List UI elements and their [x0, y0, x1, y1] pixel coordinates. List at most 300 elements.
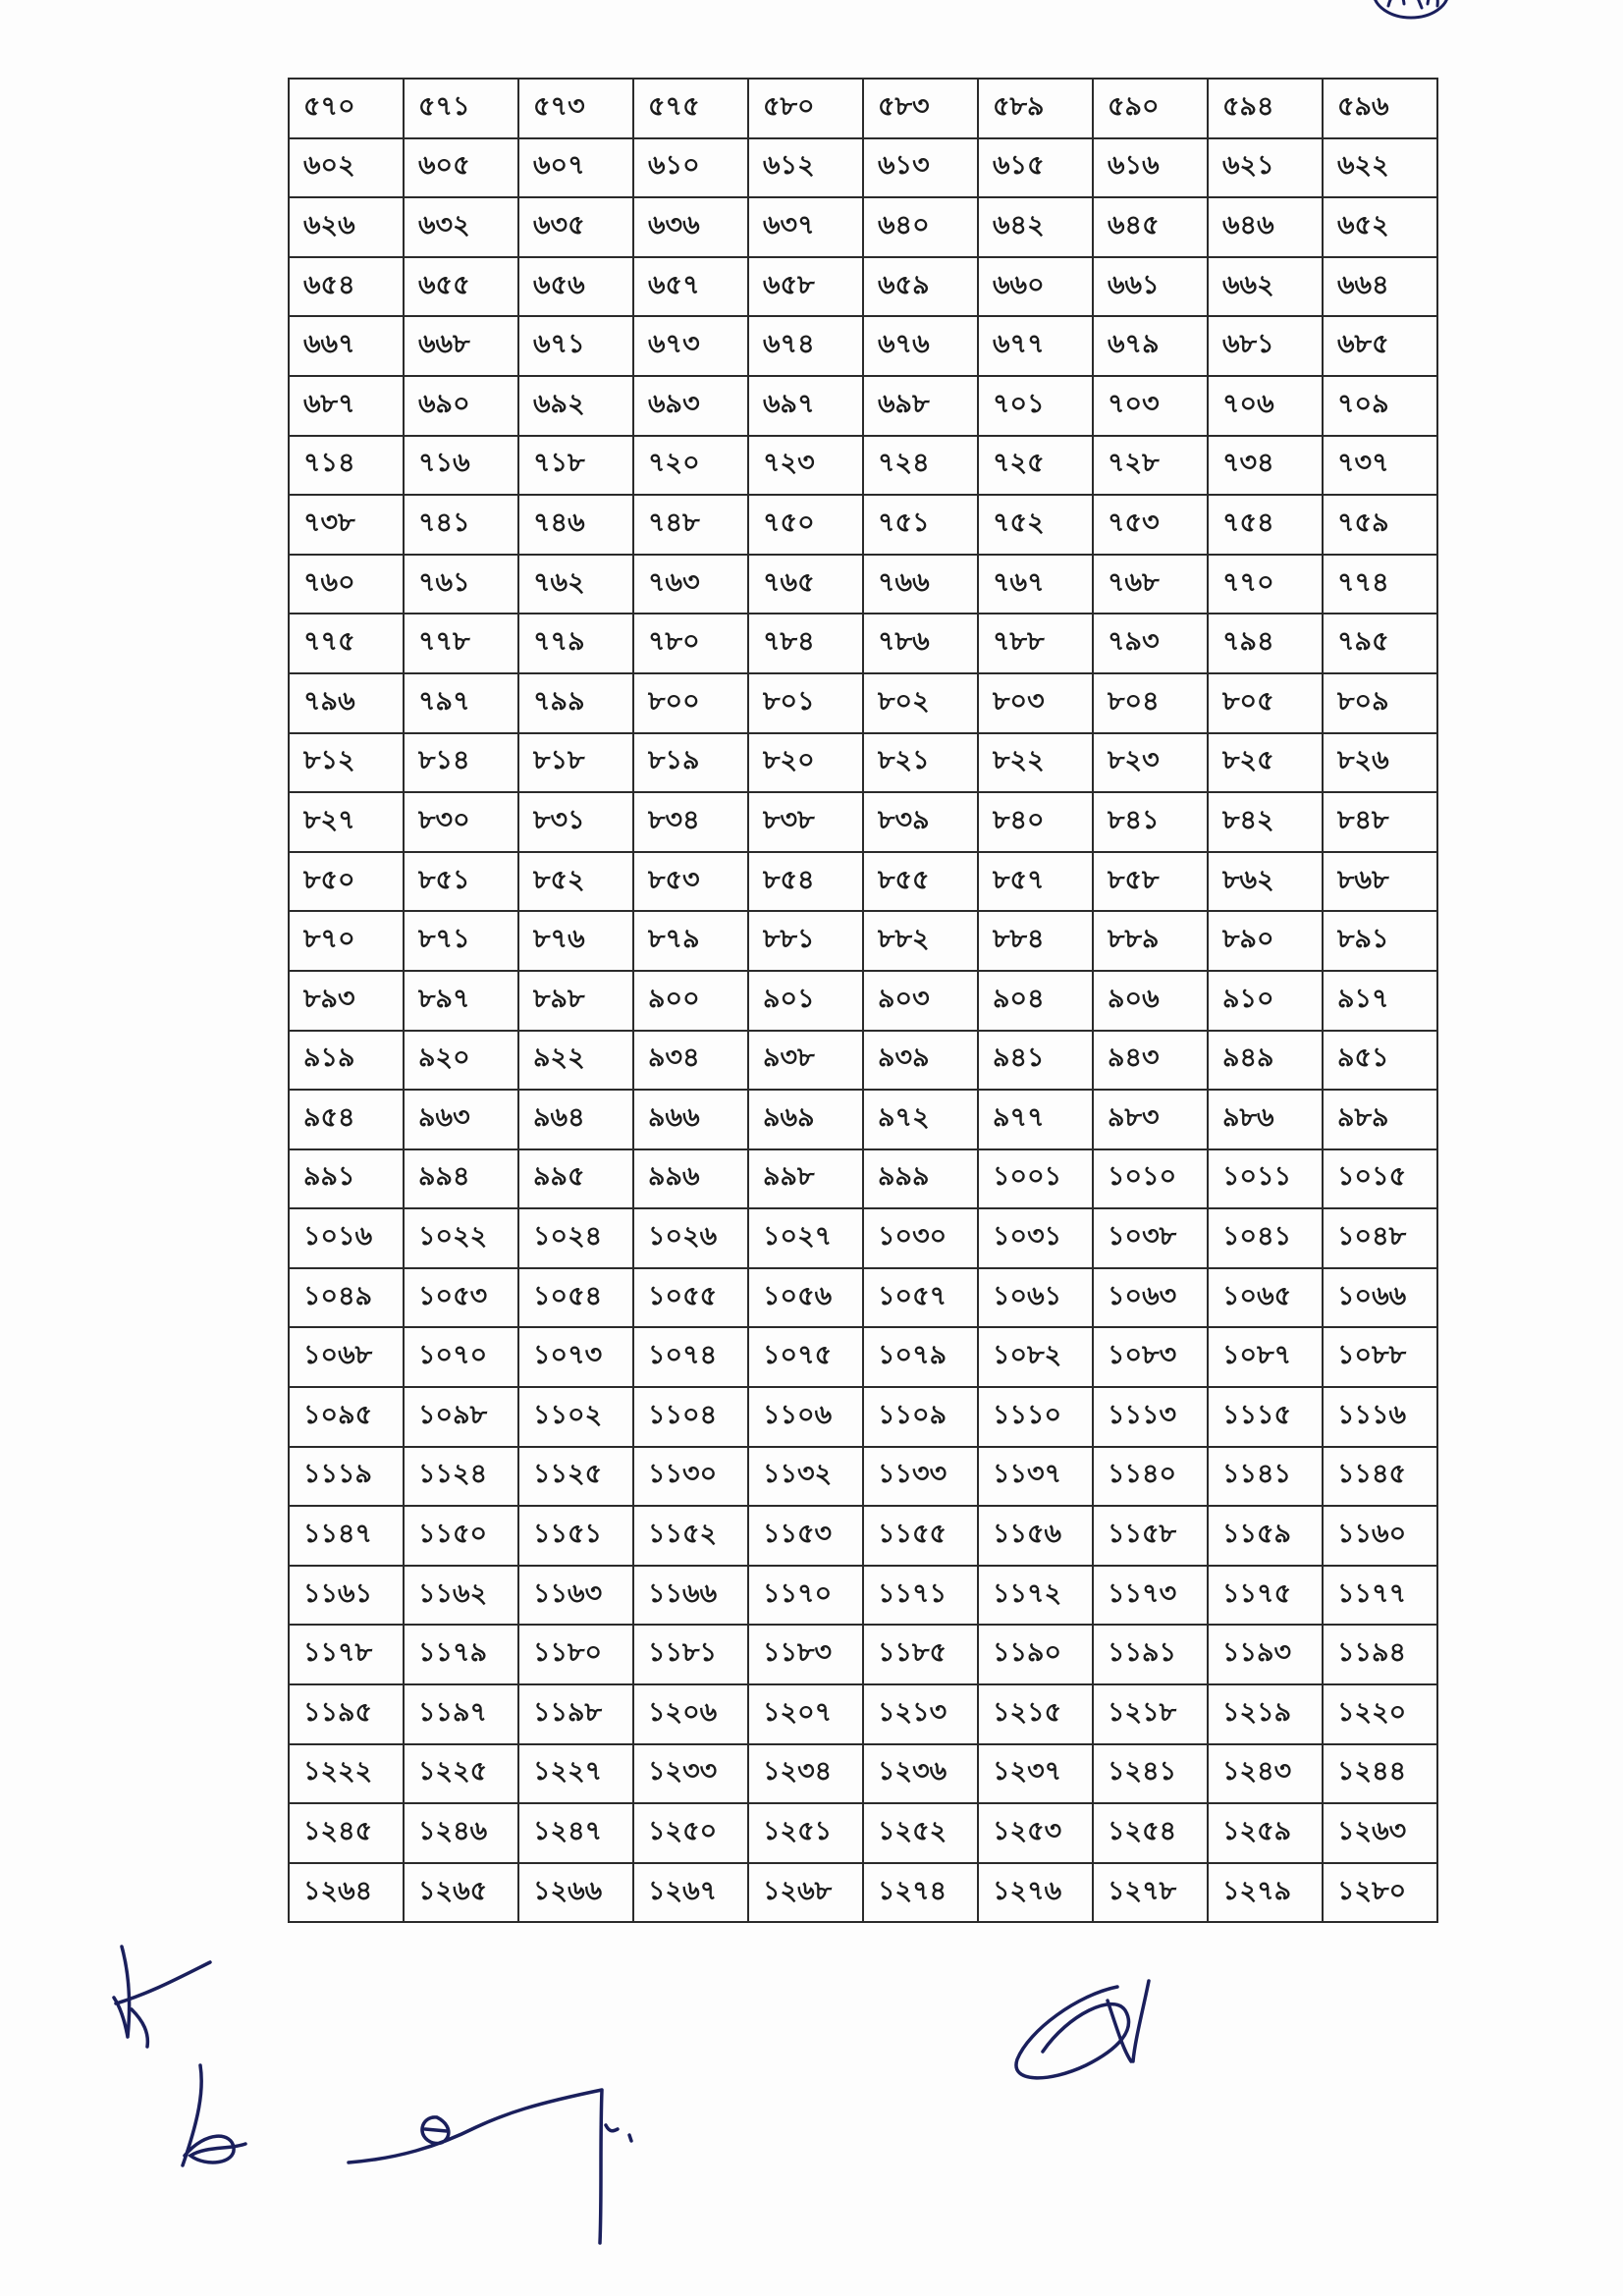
- roll-number-cell: ১২৫৯: [1208, 1803, 1323, 1863]
- roll-number-cell: ৯০০: [633, 971, 748, 1031]
- roll-number-cell: ৬৩৬: [633, 197, 748, 257]
- roll-number-cell: ৭৭৪: [1323, 555, 1437, 614]
- roll-number-cell: ১০৭৪: [633, 1327, 748, 1387]
- roll-number-cell: ৮২১: [863, 733, 978, 793]
- roll-number-cell: ৭৬৭: [978, 555, 1093, 614]
- table-row: [289, 1803, 1437, 1863]
- roll-number-cell: ৭৪১: [404, 495, 518, 555]
- roll-number-cell: ১১৪৭: [289, 1506, 404, 1566]
- roll-number-cell: ১০২৬: [633, 1208, 748, 1268]
- roll-number-cell: ৮৪০: [978, 792, 1093, 852]
- roll-number-cell: ১১৩৭: [978, 1447, 1093, 1507]
- roll-number-cell: ৯০৩: [863, 971, 978, 1031]
- roll-number-cell: ১০২২: [404, 1208, 518, 1268]
- roll-number-cell: ১১৫৮: [1093, 1506, 1208, 1566]
- roll-number-cell: ৮০০: [633, 673, 748, 733]
- roll-number-cell: ১০৬৩: [1093, 1268, 1208, 1328]
- roll-number-cell: ১১৯০: [978, 1625, 1093, 1684]
- roll-number-cell: ১০০১: [978, 1149, 1093, 1209]
- roll-number-cell: ৯৬৩: [404, 1090, 518, 1149]
- roll-number-cell: ১০৮৩: [1093, 1327, 1208, 1387]
- roll-number-cell: ১১০৯: [863, 1387, 978, 1447]
- table-row: [289, 1208, 1437, 1268]
- roll-number-table: [288, 78, 1438, 1923]
- table-row: [289, 733, 1437, 793]
- roll-number-cell: ১১৫১: [518, 1506, 633, 1566]
- roll-number-cell: ১১৩০: [633, 1447, 748, 1507]
- roll-number-cell: ৬৯২: [518, 376, 633, 436]
- table-row: [289, 197, 1437, 257]
- table-row: [289, 257, 1437, 317]
- roll-number-cell: ৮২২: [978, 733, 1093, 793]
- roll-number-cell: ১১৫০: [404, 1506, 518, 1566]
- roll-number-cell: ৯৪১: [978, 1031, 1093, 1091]
- roll-number-cell: ১১৫৫: [863, 1506, 978, 1566]
- roll-number-cell: ৮৯০: [1208, 911, 1323, 971]
- roll-number-cell: ৯৮৩: [1093, 1090, 1208, 1149]
- roll-number-cell: ৯৬৪: [518, 1090, 633, 1149]
- roll-number-cell: ৫৭৩: [518, 79, 633, 138]
- roll-number-cell: ১০৪১: [1208, 1208, 1323, 1268]
- page-number-mark-icon: [1371, 0, 1451, 20]
- roll-number-cell: ৭০১: [978, 376, 1093, 436]
- table-row: [289, 852, 1437, 912]
- roll-number-cell: ৭৬২: [518, 555, 633, 614]
- roll-number-cell: ৭৩৭: [1323, 436, 1437, 496]
- roll-number-cell: ৮৫১: [404, 852, 518, 912]
- roll-number-cell: ৭২৩: [748, 436, 863, 496]
- roll-number-cell: ৬৫৮: [748, 257, 863, 317]
- table-row: [289, 1684, 1437, 1744]
- roll-number-cell: ১২৪৪: [1323, 1744, 1437, 1804]
- roll-number-cell: ৬৪৫: [1093, 197, 1208, 257]
- roll-number-cell: ৭৩৪: [1208, 436, 1323, 496]
- roll-number-cell: ১২৮০: [1323, 1863, 1437, 1923]
- roll-number-cell: ৮২৭: [289, 792, 404, 852]
- roll-number-cell: ১২৫০: [633, 1803, 748, 1863]
- roll-number-cell: ৭৭৯: [518, 614, 633, 673]
- roll-number-cell: ১২৪১: [1093, 1744, 1208, 1804]
- roll-number-cell: ৬০৭: [518, 138, 633, 198]
- roll-number-cell: ১০৪৮: [1323, 1208, 1437, 1268]
- roll-number-cell: ১১৭৯: [404, 1625, 518, 1684]
- roll-number-cell: ৬৩৭: [748, 197, 863, 257]
- roll-number-cell: ৬১৩: [863, 138, 978, 198]
- roll-number-cell: ৭৭০: [1208, 555, 1323, 614]
- roll-number-cell: ১২২২: [289, 1744, 404, 1804]
- roll-number-cell: ৭৪৮: [633, 495, 748, 555]
- roll-number-cell: ৮৮৯: [1093, 911, 1208, 971]
- roll-number-cell: ১২২৫: [404, 1744, 518, 1804]
- roll-number-cell: ১০৬৫: [1208, 1268, 1323, 1328]
- roll-number-cell: ৬৬০: [978, 257, 1093, 317]
- roll-number-cell: ৭৬৬: [863, 555, 978, 614]
- table-row: [289, 495, 1437, 555]
- roll-number-cell: ৯৪৯: [1208, 1031, 1323, 1091]
- roll-number-cell: ৯৯৮: [748, 1149, 863, 1209]
- roll-number-cell: ১১৬৬: [633, 1566, 748, 1626]
- table-row: [289, 971, 1437, 1031]
- roll-number-cell: ৭৯৭: [404, 673, 518, 733]
- roll-number-cell: ১০৮২: [978, 1327, 1093, 1387]
- roll-number-cell: ১১৭০: [748, 1566, 863, 1626]
- roll-number-cell: ১১৯৭: [404, 1684, 518, 1744]
- roll-number-cell: ৮৫২: [518, 852, 633, 912]
- roll-number-cell: ১১৯৪: [1323, 1625, 1437, 1684]
- roll-number-cell: ৬৬৮: [404, 316, 518, 376]
- roll-number-cell: ১১৫৯: [1208, 1506, 1323, 1566]
- roll-number-cell: ৭১৬: [404, 436, 518, 496]
- roll-number-cell: ১১৫২: [633, 1506, 748, 1566]
- roll-number-cell: ১২৭৪: [863, 1863, 978, 1923]
- roll-number-cell: ৭৮৮: [978, 614, 1093, 673]
- table-row: [289, 1566, 1437, 1626]
- roll-number-cell: ৬৮১: [1208, 316, 1323, 376]
- roll-number-cell: ৬৫৪: [289, 257, 404, 317]
- roll-number-cell: ১১৭৩: [1093, 1566, 1208, 1626]
- roll-number-cell: ১২৪৬: [404, 1803, 518, 1863]
- roll-number-cell: ১০২৪: [518, 1208, 633, 1268]
- roll-number-cell: ১০১৬: [289, 1208, 404, 1268]
- roll-number-cell: ৭৫০: [748, 495, 863, 555]
- roll-number-cell: ১২৪৫: [289, 1803, 404, 1863]
- roll-number-cell: ৮৩১: [518, 792, 633, 852]
- roll-number-cell: ৬৭১: [518, 316, 633, 376]
- roll-number-cell: ৭৬১: [404, 555, 518, 614]
- roll-number-cell: ১১৬০: [1323, 1506, 1437, 1566]
- roll-number-cell: ১০১১: [1208, 1149, 1323, 1209]
- table-row: [289, 1387, 1437, 1447]
- table-row: [289, 1506, 1437, 1566]
- roll-number-cell: ৯৭৭: [978, 1090, 1093, 1149]
- roll-number-cell: ৬৭৩: [633, 316, 748, 376]
- roll-number-cell: ৭৫৯: [1323, 495, 1437, 555]
- roll-number-cell: ৮০৯: [1323, 673, 1437, 733]
- roll-number-cell: ৬৬৭: [289, 316, 404, 376]
- roll-number-cell: ৮৯৩: [289, 971, 404, 1031]
- table-row: [289, 1268, 1437, 1328]
- roll-number-cell: ৮১২: [289, 733, 404, 793]
- roll-number-cell: ৬৯০: [404, 376, 518, 436]
- roll-number-cell: ১২৬৮: [748, 1863, 863, 1923]
- roll-number-cell: ১১৮১: [633, 1625, 748, 1684]
- roll-number-cell: ৮৫৩: [633, 852, 748, 912]
- roll-number-cell: ৬২৬: [289, 197, 404, 257]
- roll-number-cell: ১২৭৯: [1208, 1863, 1323, 1923]
- table-row: [289, 1625, 1437, 1684]
- roll-number-cell: ১১২৪: [404, 1447, 518, 1507]
- roll-number-cell: ১২৬৬: [518, 1863, 633, 1923]
- roll-number-cell: ৭৪৬: [518, 495, 633, 555]
- table-row: [289, 1031, 1437, 1091]
- signature-icon: [110, 1939, 223, 2052]
- roll-number-cell: ৯২২: [518, 1031, 633, 1091]
- roll-number-cell: ৯৯১: [289, 1149, 404, 1209]
- roll-number-cell: ৬১৬: [1093, 138, 1208, 198]
- roll-number-cell: ১২১৮: [1093, 1684, 1208, 1744]
- roll-number-cell: ৯৮৬: [1208, 1090, 1323, 1149]
- roll-number-cell: ১০২৭: [748, 1208, 863, 1268]
- roll-number-table-body: [289, 79, 1437, 1922]
- roll-number-cell: ৭৯৯: [518, 673, 633, 733]
- roll-number-cell: ৯৪৩: [1093, 1031, 1208, 1091]
- roll-number-cell: ১০৮৮: [1323, 1327, 1437, 1387]
- roll-number-cell: ৮৪২: [1208, 792, 1323, 852]
- roll-number-cell: ১১২৫: [518, 1447, 633, 1507]
- roll-number-cell: ১২৬৪: [289, 1863, 404, 1923]
- roll-number-cell: ৫৯৬: [1323, 79, 1437, 138]
- roll-number-cell: ৮০২: [863, 673, 978, 733]
- roll-number-cell: ৮৮৪: [978, 911, 1093, 971]
- roll-number-cell: ৬৪৬: [1208, 197, 1323, 257]
- roll-number-cell: ৯৯৬: [633, 1149, 748, 1209]
- roll-number-cell: ৯২০: [404, 1031, 518, 1091]
- roll-number-cell: ৭৩৮: [289, 495, 404, 555]
- roll-number-cell: ৮০৩: [978, 673, 1093, 733]
- roll-number-cell: ১২৫৩: [978, 1803, 1093, 1863]
- table-row: [289, 1090, 1437, 1149]
- roll-number-cell: ১১৩৩: [863, 1447, 978, 1507]
- roll-number-cell: ১১৭৫: [1208, 1566, 1323, 1626]
- roll-number-cell: ৮৩৮: [748, 792, 863, 852]
- roll-number-cell: ৮০৫: [1208, 673, 1323, 733]
- roll-number-cell: ৯৯৫: [518, 1149, 633, 1209]
- roll-number-cell: ১১৮০: [518, 1625, 633, 1684]
- roll-number-cell: ৬৭৯: [1093, 316, 1208, 376]
- roll-number-cell: ১২৭৮: [1093, 1863, 1208, 1923]
- roll-number-cell: ৬৭৭: [978, 316, 1093, 376]
- roll-number-cell: ১০৬৮: [289, 1327, 404, 1387]
- roll-number-cell: ৮২০: [748, 733, 863, 793]
- roll-number-cell: ৬৯৩: [633, 376, 748, 436]
- roll-number-cell: ১১০৪: [633, 1387, 748, 1447]
- roll-number-cell: ১০১৫: [1323, 1149, 1437, 1209]
- roll-number-cell: ৮৩০: [404, 792, 518, 852]
- roll-number-cell: ১১৯৫: [289, 1684, 404, 1744]
- table-row: [289, 555, 1437, 614]
- roll-number-cell: ৯০৪: [978, 971, 1093, 1031]
- roll-number-cell: ৬৯৮: [863, 376, 978, 436]
- roll-number-cell: ৬৩৫: [518, 197, 633, 257]
- roll-number-cell: ৮২৬: [1323, 733, 1437, 793]
- roll-number-cell: ১২৫৪: [1093, 1803, 1208, 1863]
- roll-number-cell: ৬০৫: [404, 138, 518, 198]
- roll-number-cell: ৬৫২: [1323, 197, 1437, 257]
- roll-number-cell: ৮৮১: [748, 911, 863, 971]
- roll-number-cell: ৭১৮: [518, 436, 633, 496]
- roll-number-cell: ৮০৪: [1093, 673, 1208, 733]
- roll-number-cell: ১১৪০: [1093, 1447, 1208, 1507]
- table-row: [289, 376, 1437, 436]
- roll-number-cell: ৬৯৭: [748, 376, 863, 436]
- roll-number-cell: ৭৭৫: [289, 614, 404, 673]
- roll-number-cell: ৮২৩: [1093, 733, 1208, 793]
- roll-number-cell: ৭৯৫: [1323, 614, 1437, 673]
- roll-number-cell: ৭৯৪: [1208, 614, 1323, 673]
- roll-number-cell: ৮২৫: [1208, 733, 1323, 793]
- roll-number-cell: ৬৩২: [404, 197, 518, 257]
- table-row: [289, 1149, 1437, 1209]
- roll-number-cell: ১০৮৭: [1208, 1327, 1323, 1387]
- roll-number-cell: ১১৯১: [1093, 1625, 1208, 1684]
- roll-number-cell: ১১৫৬: [978, 1506, 1093, 1566]
- roll-number-cell: ৭৬০: [289, 555, 404, 614]
- signature-icon: [177, 2061, 255, 2174]
- roll-number-cell: ১২৫১: [748, 1803, 863, 1863]
- roll-number-cell: ১২৪৩: [1208, 1744, 1323, 1804]
- roll-number-cell: ১২১৩: [863, 1684, 978, 1744]
- roll-number-cell: ১১৬১: [289, 1566, 404, 1626]
- roll-number-cell: ১২০৬: [633, 1684, 748, 1744]
- roll-number-cell: ৯৮৯: [1323, 1090, 1437, 1149]
- roll-number-cell: ৬৮৫: [1323, 316, 1437, 376]
- roll-number-cell: ৯১০: [1208, 971, 1323, 1031]
- roll-number-cell: ৮১৯: [633, 733, 748, 793]
- table-row: [289, 1744, 1437, 1804]
- roll-number-cell: ১১৯৮: [518, 1684, 633, 1744]
- roll-number-cell: ১১১৯: [289, 1447, 404, 1507]
- roll-number-cell: ১২৬৫: [404, 1863, 518, 1923]
- roll-number-cell: ১০১০: [1093, 1149, 1208, 1209]
- roll-number-cell: ১২১৫: [978, 1684, 1093, 1744]
- roll-number-cell: ৬৫৭: [633, 257, 748, 317]
- roll-number-cell: ১২২০: [1323, 1684, 1437, 1744]
- roll-number-cell: ৫৭০: [289, 79, 404, 138]
- roll-number-cell: ৫৮৩: [863, 79, 978, 138]
- roll-number-cell: ৬৫৬: [518, 257, 633, 317]
- roll-number-cell: ৯৫১: [1323, 1031, 1437, 1091]
- roll-number-cell: ৮৮২: [863, 911, 978, 971]
- roll-number-cell: ৮৪৮: [1323, 792, 1437, 852]
- roll-number-cell: ১২৩৬: [863, 1744, 978, 1804]
- roll-number-cell: ৭২৮: [1093, 436, 1208, 496]
- roll-number-cell: ৯০১: [748, 971, 863, 1031]
- roll-number-cell: ৮৯১: [1323, 911, 1437, 971]
- roll-number-cell: ১০৫৭: [863, 1268, 978, 1328]
- roll-number-cell: ৭৫৩: [1093, 495, 1208, 555]
- roll-number-cell: ৬১২: [748, 138, 863, 198]
- roll-number-cell: ১১৭৭: [1323, 1566, 1437, 1626]
- roll-number-cell: ১১১৫: [1208, 1387, 1323, 1447]
- roll-number-cell: ৭২০: [633, 436, 748, 496]
- roll-number-cell: ১১০২: [518, 1387, 633, 1447]
- roll-number-cell: ১০৩১: [978, 1208, 1093, 1268]
- roll-number-cell: ৯৩৪: [633, 1031, 748, 1091]
- roll-number-cell: ৮৭৯: [633, 911, 748, 971]
- roll-number-cell: ১১৭২: [978, 1566, 1093, 1626]
- roll-number-cell: ৭২৪: [863, 436, 978, 496]
- roll-number-cell: ৬৭৪: [748, 316, 863, 376]
- roll-number-cell: ৯১৯: [289, 1031, 404, 1091]
- roll-number-cell: ৬৭৬: [863, 316, 978, 376]
- table-row: [289, 614, 1437, 673]
- table-row: [289, 911, 1437, 971]
- roll-number-cell: ১২৬৩: [1323, 1803, 1437, 1863]
- roll-number-cell: ১১৬২: [404, 1566, 518, 1626]
- roll-number-cell: ৮৫৫: [863, 852, 978, 912]
- roll-number-cell: ৭১৪: [289, 436, 404, 496]
- roll-number-cell: ১১৭১: [863, 1566, 978, 1626]
- roll-number-cell: ১০৫৫: [633, 1268, 748, 1328]
- table-row: [289, 1447, 1437, 1507]
- roll-number-cell: ৬৮৭: [289, 376, 404, 436]
- roll-number-cell: ৮১৪: [404, 733, 518, 793]
- roll-number-cell: ১১১০: [978, 1387, 1093, 1447]
- roll-number-cell: ১০৩০: [863, 1208, 978, 1268]
- table-row: [289, 79, 1437, 138]
- signature-icon: [339, 2086, 653, 2248]
- signature-icon: [1009, 1971, 1162, 2091]
- roll-number-cell: ১০৩৮: [1093, 1208, 1208, 1268]
- roll-number-cell: ১১০৬: [748, 1387, 863, 1447]
- roll-number-cell: ১১৪৫: [1323, 1447, 1437, 1507]
- roll-number-cell: ৫৭৫: [633, 79, 748, 138]
- roll-number-cell: ৭৮৪: [748, 614, 863, 673]
- roll-number-cell: ১২২৭: [518, 1744, 633, 1804]
- roll-number-cell: ৮৩৪: [633, 792, 748, 852]
- roll-number-cell: ১০৪৯: [289, 1268, 404, 1328]
- roll-number-cell: ৬১৫: [978, 138, 1093, 198]
- roll-number-cell: ১২৪৭: [518, 1803, 633, 1863]
- roll-number-cell: ৭৫৪: [1208, 495, 1323, 555]
- roll-number-cell: ১২০৭: [748, 1684, 863, 1744]
- roll-number-cell: ৯৯৯: [863, 1149, 978, 1209]
- roll-number-cell: ৮০১: [748, 673, 863, 733]
- roll-number-cell: ৮৭৬: [518, 911, 633, 971]
- roll-number-cell: ৭৯৩: [1093, 614, 1208, 673]
- roll-number-cell: ৮৬৮: [1323, 852, 1437, 912]
- roll-number-cell: ১০৭৯: [863, 1327, 978, 1387]
- roll-number-cell: ১০৫৪: [518, 1268, 633, 1328]
- table-row: [289, 138, 1437, 198]
- roll-number-cell: ৫৮০: [748, 79, 863, 138]
- roll-number-cell: ১২৩৭: [978, 1744, 1093, 1804]
- roll-number-cell: ১০৫৬: [748, 1268, 863, 1328]
- roll-number-cell: ৬৪০: [863, 197, 978, 257]
- roll-number-cell: ১১১৩: [1093, 1387, 1208, 1447]
- roll-number-cell: ১২৫২: [863, 1803, 978, 1863]
- roll-number-cell: ৮৩৯: [863, 792, 978, 852]
- roll-number-cell: ৭৯৬: [289, 673, 404, 733]
- roll-number-cell: ৬৬২: [1208, 257, 1323, 317]
- roll-number-cell: ৯৫৪: [289, 1090, 404, 1149]
- roll-number-cell: ৯৩৮: [748, 1031, 863, 1091]
- roll-number-cell: ৮১৮: [518, 733, 633, 793]
- roll-number-cell: ৭০৯: [1323, 376, 1437, 436]
- roll-number-cell: ৮৯৮: [518, 971, 633, 1031]
- roll-number-cell: ৯১৭: [1323, 971, 1437, 1031]
- roll-number-cell: ১২৩৩: [633, 1744, 748, 1804]
- roll-number-cell: ৮৬২: [1208, 852, 1323, 912]
- roll-number-cell: ৮৭১: [404, 911, 518, 971]
- roll-number-cell: ৯৬৬: [633, 1090, 748, 1149]
- roll-number-cell: ৮৫০: [289, 852, 404, 912]
- roll-number-cell: ৭৫১: [863, 495, 978, 555]
- roll-number-cell: ৯৯৪: [404, 1149, 518, 1209]
- roll-number-cell: ৮৫৪: [748, 852, 863, 912]
- roll-number-cell: ৯৬৯: [748, 1090, 863, 1149]
- roll-number-cell: ৬২১: [1208, 138, 1323, 198]
- roll-number-cell: ৭৭৮: [404, 614, 518, 673]
- roll-number-cell: ৭৬৩: [633, 555, 748, 614]
- roll-number-cell: ৯৩৯: [863, 1031, 978, 1091]
- roll-number-cell: ৬১০: [633, 138, 748, 198]
- roll-number-cell: ১১৭৮: [289, 1625, 404, 1684]
- roll-number-cell: ১১৬৩: [518, 1566, 633, 1626]
- roll-number-cell: ৭৬৫: [748, 555, 863, 614]
- roll-number-cell: ৫৯৪: [1208, 79, 1323, 138]
- roll-number-cell: ৮৪১: [1093, 792, 1208, 852]
